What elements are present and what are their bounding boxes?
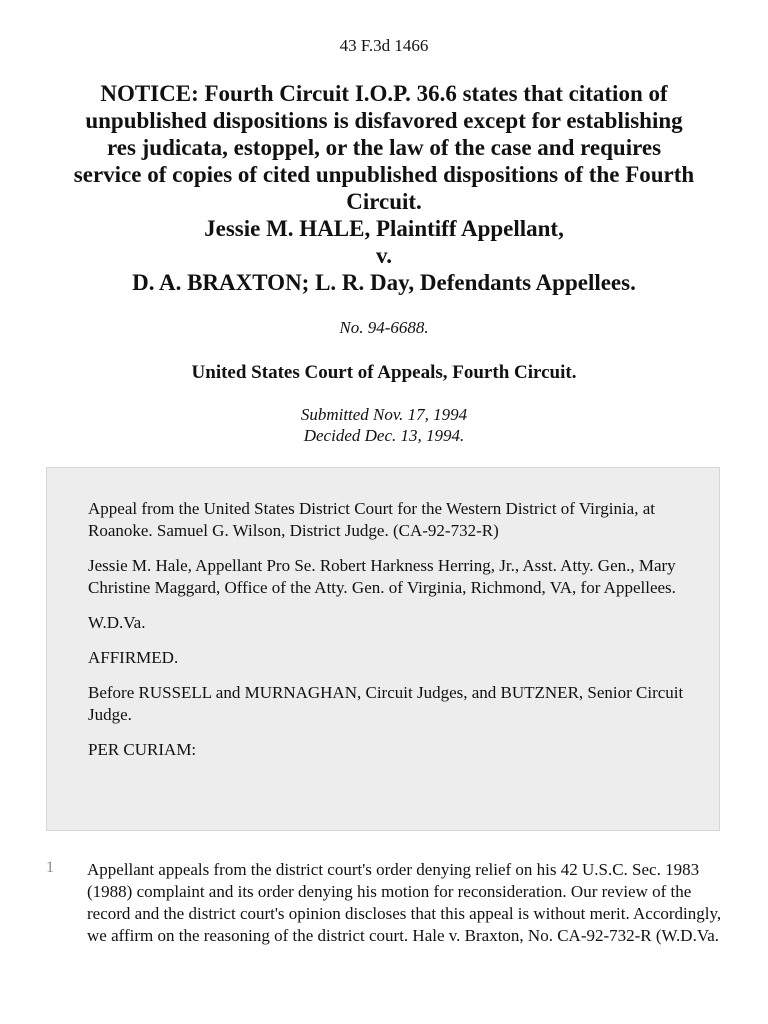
opinion-paragraph: Appellant appeals from the district court's order denying relief on his 42 U.S.C. Sec. 1983 (1988) complaint and its order denying his motion for reconsideration. Our review of the record and the district court's opinion discloses that this appeal is without merit. Accordingly, we affirm on the reasoning of the district court. Hale v. Braxton, No. CA-92-732-R (W.D.Va. xyxy=(87,860,722,945)
decided-date: Decided Dec. 13, 1994. xyxy=(303,426,465,445)
docket-number: No. 94-6688. xyxy=(339,318,429,337)
submitted-date: Submitted Nov. 17, 1994 xyxy=(300,405,468,424)
case-dates xyxy=(0,404,768,446)
notice-line: res judicata, estoppel, or the law of the case and requires xyxy=(106,135,662,160)
judges-text: Before RUSSELL and MURNAGHAN, Circuit Judges, and BUTZNER, Senior Circuit Judge. xyxy=(88,683,684,724)
disposition-text: AFFIRMED. xyxy=(88,648,179,667)
notice-line: service of copies of cited unpublished dispositions of the Fourth xyxy=(73,162,695,187)
counsel-text: Jessie M. Hale, Appellant Pro Se. Robert Harkness Herring, Jr., Asst. Atty. Gen., Mary Christine Maggard, Office of the Atty. Gen. of Virginia, Richmond, VA, for Appellees. xyxy=(88,556,676,597)
appeal-from-text: Appeal from the United States District Court for the Western District of Virginia, at Roanoke. Samuel G. Wilson, District Judge. (CA-92-732-R) xyxy=(88,499,655,540)
court-name: United States Court of Appeals, Fourth Circuit. xyxy=(191,362,577,383)
case-citation: 43 F.3d 1466 xyxy=(339,36,429,55)
notice-line: NOTICE: Fourth Circuit I.O.P. 36.6 states that citation of xyxy=(100,81,668,106)
defendants-line: D. A. BRAXTON; L. R. Day, Defendants Appellees. xyxy=(132,270,636,295)
per-curiam-text: PER CURIAM: xyxy=(88,740,197,759)
case-title xyxy=(30,80,738,296)
plaintiff-line: Jessie M. HALE, Plaintiff Appellant, xyxy=(204,216,564,241)
district-text: W.D.Va. xyxy=(88,613,146,632)
case-details-panel xyxy=(46,467,720,831)
versus-line: v. xyxy=(376,243,392,268)
case-details-content xyxy=(88,498,698,774)
paragraph-number: 1 xyxy=(46,859,54,876)
notice-line: unpublished dispositions is disfavored except for establishing xyxy=(85,108,683,133)
notice-line: Circuit. xyxy=(346,189,422,214)
